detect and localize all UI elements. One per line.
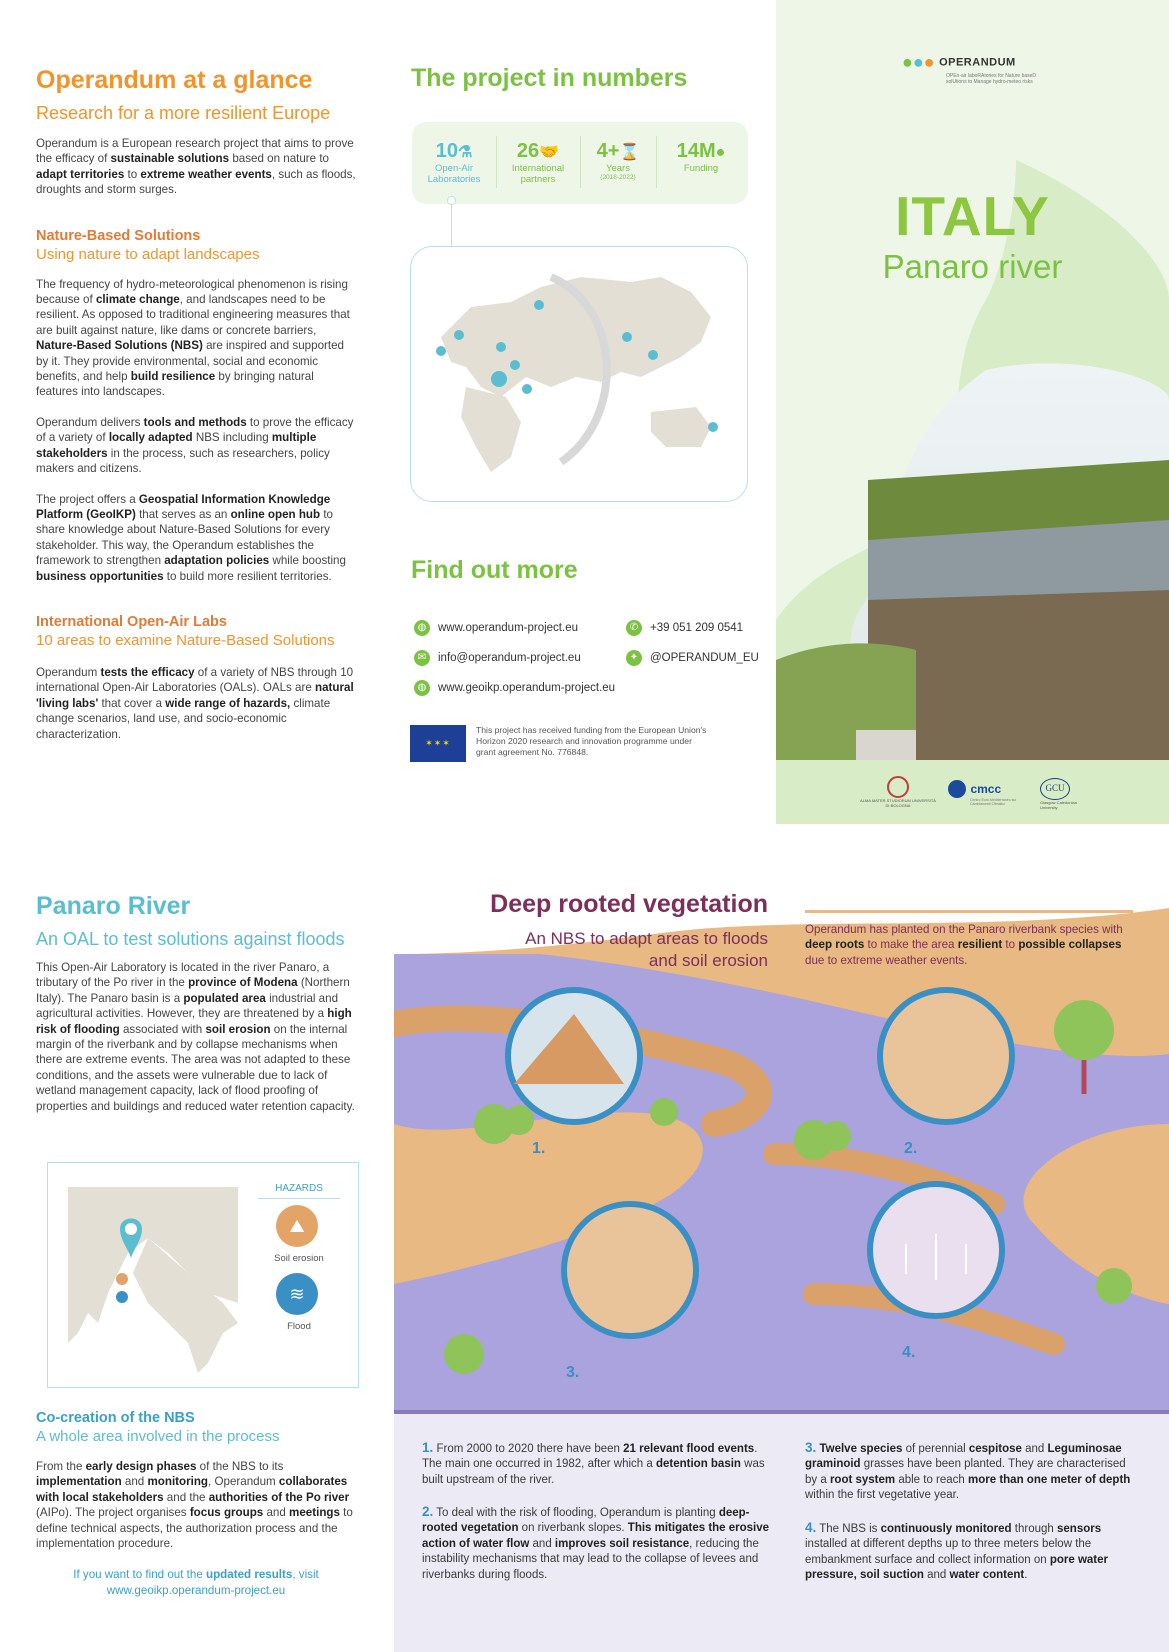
nbs-paragraph-2: Operandum delivers tools and methods to prove the efficacy of a variety of locally adapted NBS including multiple stakeholders in the process, such as researchers, policy makers and citizens. — [36, 415, 354, 476]
numbers-title: The project in numbers — [411, 64, 688, 92]
gcu-logo-icon: GCU — [1040, 778, 1070, 800]
contact-geoikp[interactable]: ◍ www.geoikp.operandum-project.eu — [414, 680, 615, 696]
nbs-title: Nature-Based Solutions — [36, 227, 201, 244]
cover-background — [776, 0, 1169, 824]
connector-dot — [447, 196, 456, 205]
note-3: 3. Twelve species of perennial cespitose and Leguminosae graminoid grasses have been planted. They are characterised by a root system able to reach more than one meter of depth within the first vegetative year. — [805, 1440, 1131, 1502]
cocreation-cta: If you want to find out the updated results, visit www.geoikp.operandum-project.eu — [73, 1568, 319, 1597]
map-pin-icon — [534, 300, 544, 310]
hourglass-icon: ⌛ — [619, 144, 640, 161]
connector-line — [451, 200, 452, 246]
panaro-section — [36, 892, 356, 1114]
map-pin-icon — [436, 346, 446, 356]
deep-divider — [805, 910, 1133, 913]
unibo-seal-icon — [887, 776, 909, 798]
africa-shape — [461, 387, 521, 472]
globe-icon: ◍ — [414, 620, 430, 636]
cover-place: Panaro river — [882, 248, 1063, 285]
twitter-icon: ✦ — [626, 650, 642, 666]
contact-twitter[interactable]: ✦ @OPERANDUM_EU — [626, 650, 759, 666]
partner-unibo: ALMA MATER STUDIORUM UNIVERSITÀ DI BOLOGNA — [858, 776, 938, 808]
map-pin-icon — [491, 371, 507, 387]
cover-panel — [776, 0, 1169, 824]
cover-country: ITALY — [895, 185, 1050, 247]
map-pin-icon — [510, 360, 520, 370]
step-2-label: 2. — [904, 1140, 918, 1157]
note-4: 4. The NBS is continuously monitored through sensors installed at different depths up to three meters below the embankment surface and collect information on pore water pressure, soil suction and water content. — [805, 1520, 1108, 1582]
operandum-logo: ●●● OPERANDUM OPEn-air laboRAtories for Nature baseD solUtions to Manage hydro-meteo risks — [902, 52, 1037, 85]
nbs-paragraph-3: The project offers a Geospatial Information Knowledge Platform (GeoIKP) that serves as an online open hub to share knowledge about Nature-Based Solutions for every stakeholder. This way, the Operandum establishes the framework to strengthen adaptation policies while boosting business opportunities to build more resilient territories. — [36, 492, 346, 583]
photo-gravel — [856, 730, 916, 760]
phone-icon: ✆ — [626, 620, 642, 636]
step-4-label: 4. — [902, 1344, 916, 1361]
labs-title: International Open-Air Labs — [36, 613, 227, 630]
italy-map-box — [47, 1162, 359, 1388]
australia-shape — [651, 407, 711, 447]
glance-subtitle: Research for a more resilient Europe — [36, 103, 331, 123]
deep-title: Deep rooted vegetation — [490, 890, 768, 918]
partner-gcu: GCU Glasgow Caledonian University — [1040, 778, 1090, 810]
labs-paragraph: Operandum tests the efficacy of a variety of NBS through 10 international Open-Air Laboratories (OALs). OALs are natural 'living labs' that cover a wide range of hazards, climate change scenarios, land use, and socio-economic characterization. — [36, 665, 354, 741]
panaro-title: Panaro River — [36, 892, 191, 920]
cocreation-title: Co-creation of the NBS — [36, 1410, 195, 1426]
world-map — [410, 246, 748, 502]
droplets-logo-icon: ●●● — [902, 52, 935, 72]
eu-flag: ✶✶✶ — [410, 725, 466, 762]
glance-section — [36, 66, 356, 742]
panaro-paragraph: This Open-Air Laboratory is located in the river Panaro, a tributary of the Po river in the province of Modena (Northern Italy). The Panaro basin is a populated area industrial and agricultural activities. However, they are threatened by a high risk of flooding associated with soil erosion on the internal margin of the riverbank and by collapse mechanisms when there are extreme events. The area was not adapted to these conditions, and the assets were vulnerable due to lack of wetland management capacity, lack of flood proofing of properties and buildings and reduced water retention capacity. — [36, 961, 355, 1113]
cocreation-subtitle: A whole area involved in the process — [36, 1428, 280, 1445]
panaro-subtitle: An OAL to test solutions against floods — [36, 929, 345, 949]
nbs-subtitle: Using nature to adapt landscapes — [36, 245, 260, 263]
soil-erosion-icon: ⛰ — [276, 1205, 318, 1247]
stat-labs: 10⚗ Open-Air Laboratories — [427, 140, 481, 185]
deep-intro: Operandum has planted on the Panaro riverbank species with deep roots to make the area resilient to possible collapses due to extreme weather events. — [805, 923, 1123, 967]
cocreation-paragraph: From the early design phases of the NBS to its implementation and monitoring, Operandum collaborates with local stakeholders and the authorities of the Po river (AIPo). The project organises focus groups and meetings to define technical aspects, the authorization process and the implementation procedure. — [36, 1460, 353, 1551]
eu-funding-note: This project has received funding from the European Union's Horizon 2020 research and innovation programme under grant agreement No. 776848. — [476, 725, 707, 757]
find-title: Find out more — [411, 556, 578, 584]
mail-icon: ✉ — [414, 650, 430, 666]
location-dot — [116, 1291, 128, 1303]
step-2-circle — [880, 990, 1012, 1122]
contact-email[interactable]: ✉ info@operandum-project.eu — [414, 650, 581, 666]
map-pin-icon — [522, 384, 532, 394]
stat-years: 4+⌛ Years (2018-2022) — [596, 140, 640, 181]
step-3-label: 3. — [566, 1364, 580, 1381]
step-3-circle — [564, 1204, 696, 1336]
labs-subtitle: 10 areas to examine Nature-Based Solutions — [36, 631, 335, 649]
stat-partners: 26🤝 International partners — [511, 140, 565, 185]
map-pin-icon — [496, 342, 506, 352]
partner-cmcc: cmcc Centro Euro-Mediterraneo sui Cambiamenti Climatici — [948, 780, 1030, 806]
flood-icon: ≋ — [276, 1273, 318, 1315]
cocreation-section — [36, 1410, 356, 1598]
glance-intro: Operandum is a European research project that aims to prove the efficacy of sustainable solutions based on nature to adapt territories to extreme weather events, such as floods, droughts and storm surges. — [36, 137, 356, 197]
map-svg — [411, 247, 748, 502]
cmcc-logo-icon — [948, 780, 966, 798]
step-1-label: 1. — [532, 1140, 546, 1157]
flask-icon: ⚗ — [457, 144, 473, 161]
note-2: 2. To deal with the risk of flooding, Operandum is planting deep-rooted vegetation on riverbank slopes. This mitigates the erosive action of water flow and improves soil resistance, reducing the instability mechanisms that may lead to the collapse of levees and riverbanks during floods. — [422, 1504, 770, 1581]
deep-subtitle: An NBS to adapt areas to floods and soil erosion — [525, 929, 768, 970]
nbs-paragraph-1: The frequency of hydro-meteorological phenomenon is rising because of climate change, and landscapes need to be resilient. As opposed to traditional engineering measures that are built against nature, like dams or concrete barriers, Nature-Based Solutions (NBS) are inspired and supported by it. They provide environmental, social and economic benefits, and help build resilience by bringing natural features into landscapes. — [36, 277, 350, 399]
euro-coin-icon: ● — [715, 144, 726, 161]
stat-funding: 14M● Funding — [676, 140, 726, 174]
location-dot — [116, 1273, 128, 1285]
glance-title: Operandum at a glance — [36, 66, 313, 94]
globe-icon: ◍ — [414, 680, 430, 696]
handshake-icon: 🤝 — [539, 144, 560, 161]
map-pin-icon — [454, 330, 464, 340]
cocreation-link[interactable]: www.geoikp.operandum-project.eu — [106, 1583, 286, 1597]
note-1: 1. From 2000 to 2020 there have been 21 relevant flood events. The main one occurred in 1982, after which a detention basin was built upstream of the river. — [422, 1440, 765, 1486]
hazard-soil-erosion: Soil erosion — [274, 1253, 324, 1264]
stats-box — [412, 122, 748, 204]
map-pin-icon — [622, 332, 632, 342]
hazard-flood: Flood — [287, 1321, 311, 1332]
hazards-title: HAZARDS — [258, 1183, 340, 1199]
map-pin-icon — [708, 422, 718, 432]
contact-phone[interactable]: ✆ +39 051 209 0541 — [626, 620, 743, 636]
map-pin-icon — [648, 350, 658, 360]
contact-web[interactable]: ◍ www.operandum-project.eu — [414, 620, 578, 636]
